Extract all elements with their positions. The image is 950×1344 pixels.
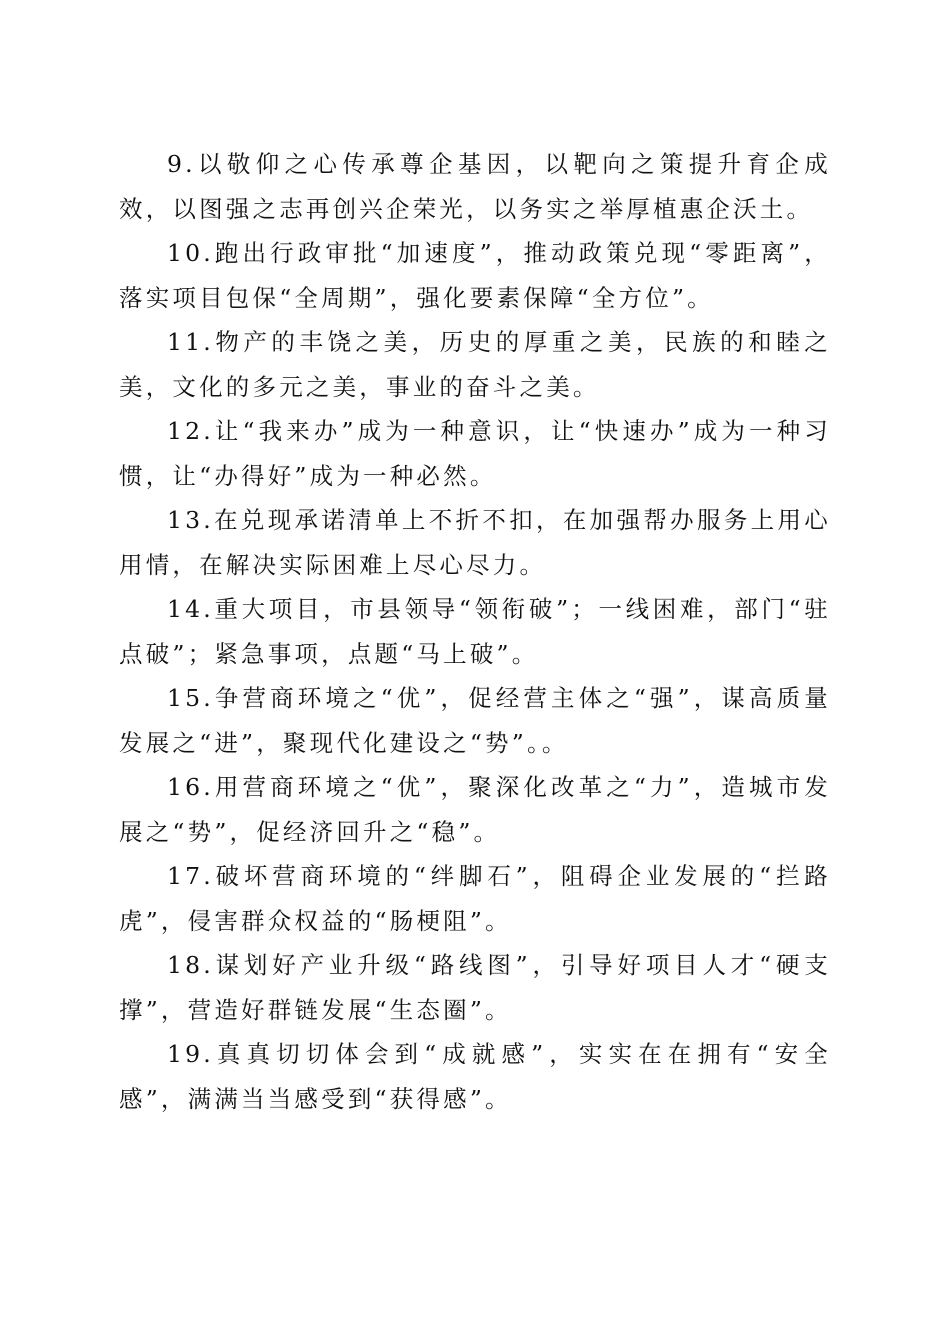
list-item-11: 11.物产的丰饶之美，历史的厚重之美，民族的和睦之美，文化的多元之美，事业的奋斗之美。	[119, 328, 831, 401]
list-item-9: 9.以敬仰之心传承尊企基因，以靶向之策提升育企成效，以图强之志再创兴企荣光，以务实之举厚植惠企沃土。	[119, 150, 831, 223]
document-body	[119, 142, 831, 1121]
list-item-13: 13.在兑现承诺清单上不折不扣，在加强帮办服务上用心用情，在解决实际困难上尽心尽力。	[119, 506, 831, 579]
list-item-19: 19.真真切切体会到“成就感”，实实在在拥有“安全感”，满满当当感受到“获得感”。	[119, 1040, 831, 1113]
list-item-17: 17.破坏营商环境的“绊脚石”，阻碍企业发展的“拦路虎”，侵害群众权益的“肠梗阻”。	[119, 862, 831, 935]
list-item-16: 16.用营商环境之“优”，聚深化改革之“力”，造城市发展之“势”，促经济回升之“稳”。	[119, 773, 831, 846]
list-item-18: 18.谋划好产业升级“路线图”，引导好项目人才“硬支撑”，营造好群链发展“生态圈”。	[119, 951, 831, 1024]
list-item-10: 10.跑出行政审批“加速度”，推动政策兑现“零距离”，落实项目包保“全周期”，强化要素保障“全方位”。	[119, 239, 831, 312]
list-item-12: 12.让“我来办”成为一种意识，让“快速办”成为一种习惯，让“办得好”成为一种必然。	[119, 417, 831, 490]
list-item-15: 15.争营商环境之“优”，促经营主体之“强”，谋高质量发展之“进”，聚现代化建设之“势”。。	[119, 684, 831, 757]
list-item-14: 14.重大项目，市县领导“领衔破”；一线困难，部门“驻点破”；紧急事项，点题“马上破”。	[119, 595, 831, 668]
